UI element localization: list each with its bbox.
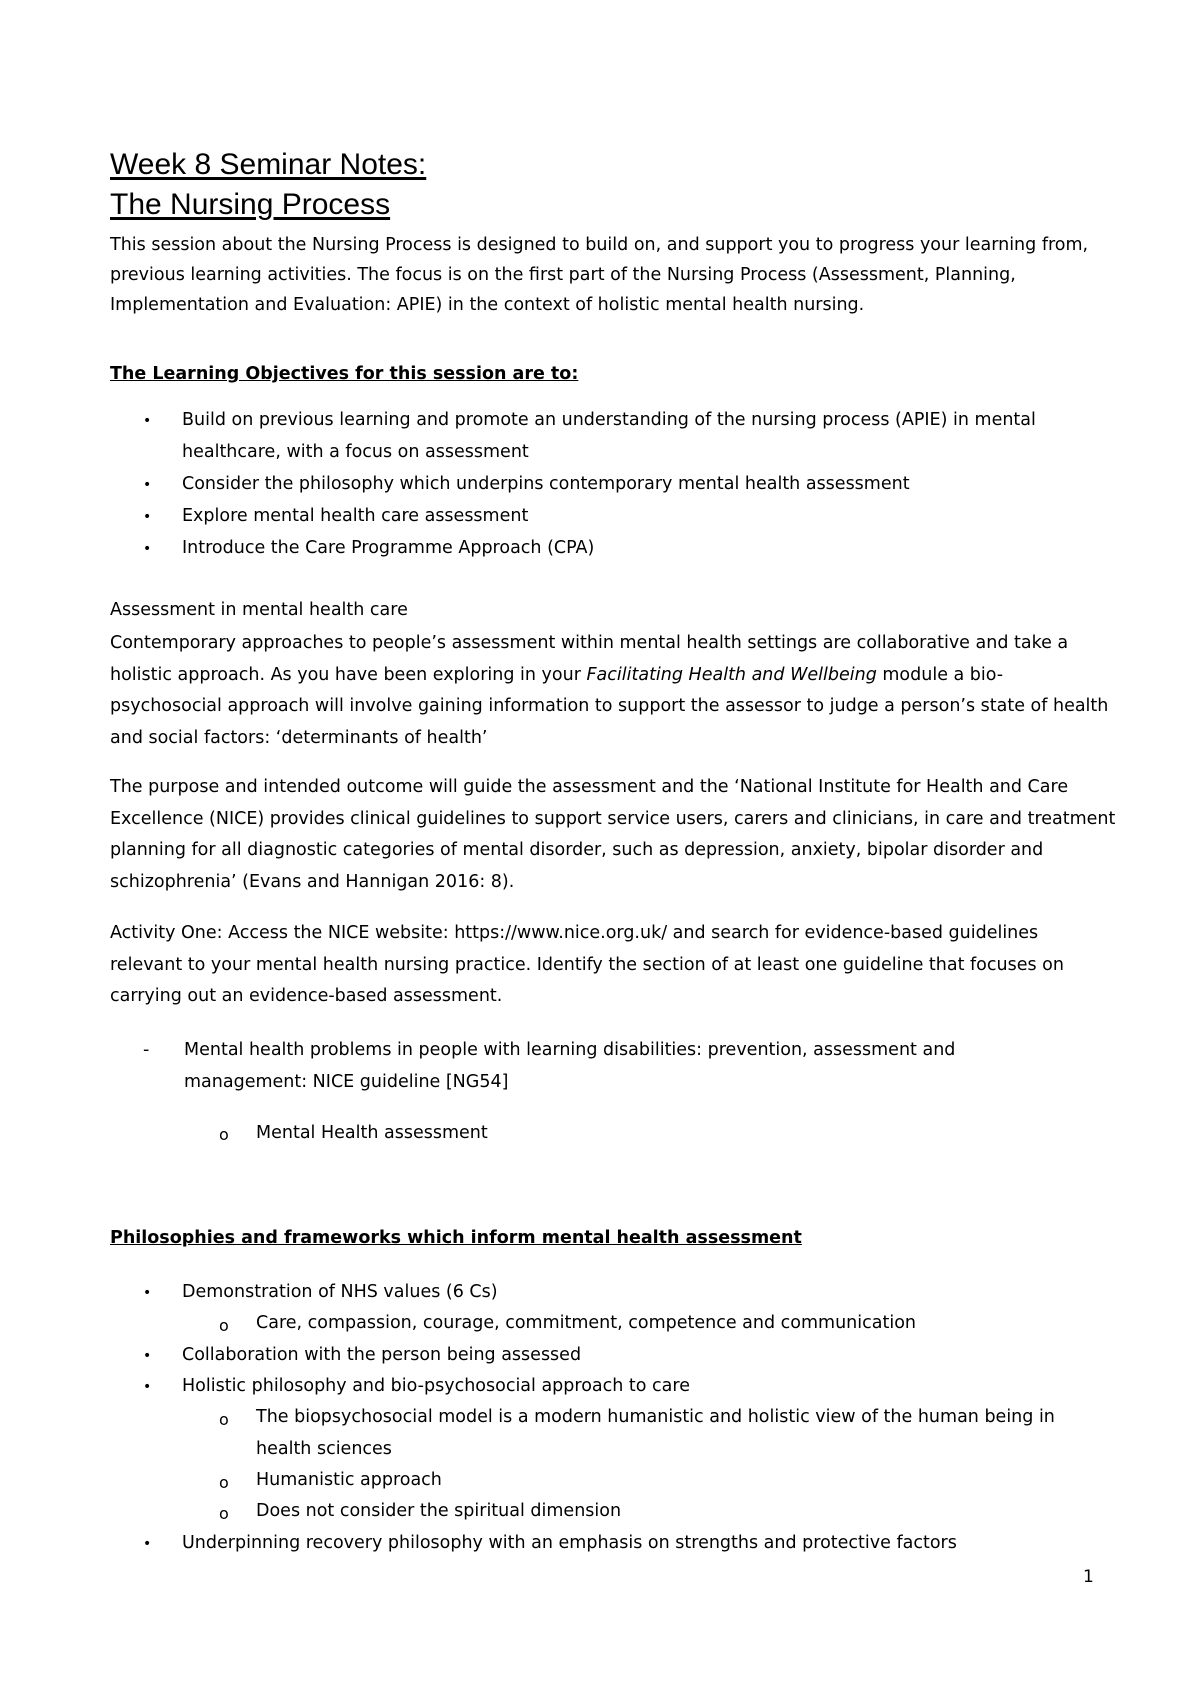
bullet-marker: • xyxy=(143,413,152,429)
holistic-item: Holistic philosophy and bio-psychosocial approach to care xyxy=(182,1376,690,1396)
guideline-item-line-2: management: NICE guideline [NG54] xyxy=(184,1072,509,1092)
guideline-item-line-1: Mental health problems in people with learning disabilities: prevention, assessment and xyxy=(184,1040,956,1060)
circle-marker: o xyxy=(219,1473,229,1492)
collaboration-item: Collaboration with the person being assessed xyxy=(182,1345,582,1365)
philosophies-heading: Philosophies and frameworks which inform mental health assessment xyxy=(110,1228,802,1248)
title-line-2: The Nursing Process xyxy=(110,188,391,221)
objective-4: Introduce the Care Programme Approach (CPA) xyxy=(182,538,595,558)
objective-1-line-1: Build on previous learning and promote an understanding of the nursing process (APIE) in mental xyxy=(182,410,1036,430)
assessment-text-part-1: Contemporary approaches to people’s assessment within mental health settings are collaborative and take a holistic approach. As you have been exploring in your xyxy=(110,633,1069,685)
assessment-paragraph xyxy=(110,628,1110,754)
spiritual-item: Does not consider the spiritual dimension xyxy=(256,1501,622,1521)
module-name: Facilitating Health and Wellbeing xyxy=(586,664,877,685)
circle-marker: o xyxy=(219,1410,229,1429)
bullet-marker: • xyxy=(143,1379,152,1395)
purpose-paragraph: The purpose and intended outcome will guide the assessment and the ‘National Institute for Health and Care Excellence (NICE) provides clinical guidelines to support service users, carers and clinicians, in care and treatment planning for all diagnostic categories of mental disorder, such as depression, anxiety, bipolar disorder and schizophrenia’ (Evans and Hannigan 2016: 8). xyxy=(110,777,1116,892)
bullet-marker: • xyxy=(143,1348,152,1364)
assessment-heading: Assessment in mental health care xyxy=(110,600,408,620)
activity-paragraph: Activity One: Access the NICE website: https://www.nice.org.uk/ and search for evidence-based guidelines relevant to your mental health nursing practice. Identify the section of at least one guideline that focuses on carrying out an evidence-based assessment. xyxy=(110,923,1064,1006)
page-number: 1 xyxy=(1083,1567,1094,1587)
intro-paragraph: This session about the Nursing Process is designed to build on, and support you to progress your learning from, previous learning activities. The focus is on the first part of the Nursing Process (Assessment, Planning, Implementation and Evaluation: APIE) in the context of holistic mental health nursing. xyxy=(110,235,1089,315)
title-line-1: Week 8 Seminar Notes: xyxy=(110,148,427,181)
assessment-text-part-2: module a bio-psychosocial approach will involve gaining information to support the assessor to judge a person’s state of health and social factors: ‘determinants of health’ xyxy=(110,664,1109,748)
bullet-marker: • xyxy=(143,1536,152,1552)
bullet-marker: • xyxy=(143,509,152,525)
bullet-marker: • xyxy=(143,541,152,557)
nhs-values-item: Demonstration of NHS values (6 Cs) xyxy=(182,1282,498,1302)
objective-2: Consider the philosophy which underpins contemporary mental health assessment xyxy=(182,474,910,494)
circle-marker: o xyxy=(219,1125,229,1144)
bullet-marker: • xyxy=(143,1285,152,1301)
guideline-subitem: Mental Health assessment xyxy=(256,1123,488,1143)
humanistic-item: Humanistic approach xyxy=(256,1470,442,1490)
biopsychosocial-line-2: health sciences xyxy=(256,1439,392,1459)
objective-3: Explore mental health care assessment xyxy=(182,506,529,526)
biopsychosocial-line-1: The biopsychosocial model is a modern humanistic and holistic view of the human being in xyxy=(256,1407,1055,1427)
six-cs-item: Care, compassion, courage, commitment, competence and communication xyxy=(256,1313,916,1333)
recovery-item: Underpinning recovery philosophy with an emphasis on strengths and protective factors xyxy=(182,1533,957,1553)
bullet-marker: • xyxy=(143,477,152,493)
objective-1-line-2: healthcare, with a focus on assessment xyxy=(182,442,529,462)
dash-marker: - xyxy=(143,1040,150,1060)
circle-marker: o xyxy=(219,1504,229,1523)
circle-marker: o xyxy=(219,1316,229,1335)
objectives-heading: The Learning Objectives for this session are to: xyxy=(110,364,579,384)
